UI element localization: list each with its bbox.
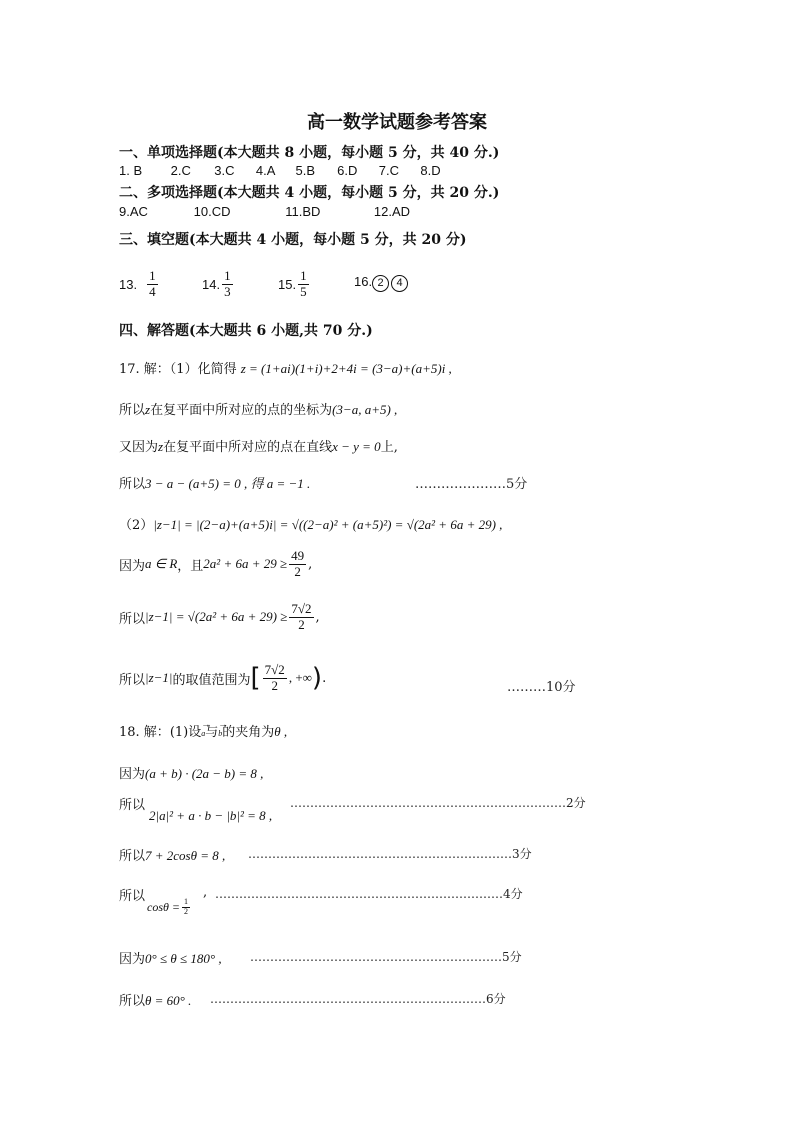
- q18-score-5: ………………………………………………………5分: [250, 950, 522, 964]
- q17-l5-a: （2）: [119, 518, 154, 533]
- q18-line5-math: [147, 898, 192, 917]
- q17-l1-prefix: 17. 解：（1）化简得: [119, 362, 237, 377]
- q17-l8-fraction: [263, 663, 287, 693]
- q18-line4: [119, 845, 225, 864]
- left-bracket: [: [250, 663, 261, 693]
- q17-line1: [119, 358, 452, 377]
- q17-l2-math: (3−a, a+5) ,: [332, 402, 398, 417]
- q17-l6-math1: a ∈ R: [145, 556, 178, 571]
- q17-l1-math: z = (1+ai)(1+i)+2+4i = (3−a)+(a+5)i ,: [240, 361, 452, 376]
- section4-heading: 四、解答题(本大题共 6 小题,共 70 分.): [119, 323, 373, 339]
- answer-6: 6.D: [337, 163, 358, 178]
- q18-score-2: ……………………………………………………………2分: [290, 796, 586, 810]
- q17-line3: [119, 436, 398, 455]
- q17-l3-a: 又因为: [119, 440, 159, 455]
- q17-l7-end: ,: [315, 609, 320, 625]
- q18-l2-a: 因为: [119, 767, 146, 782]
- q17-l8-den: 2: [271, 677, 278, 693]
- q18-score-6: ……………………………………………………………6分: [210, 992, 506, 1006]
- q14-den: 3: [224, 283, 231, 299]
- q18-score-3: …………………………………………………………3分: [248, 847, 532, 861]
- q17-l7-den: 2: [298, 616, 305, 632]
- q17-l6-math2: 2a² + 6a + 29 ≥: [203, 556, 288, 571]
- q17-l4-math: 3 − a − (a+5) = 0 , 得 a = −1 .: [145, 476, 311, 491]
- q18-score-4: ………………………………………………………………4分: [215, 887, 523, 901]
- q18-l2-math: (a + b) · (2a − b) = 8 ,: [145, 766, 264, 781]
- q18-l5-math: cosθ =: [147, 899, 180, 914]
- q17-l7-math: |z−1| = √(2a² + 6a + 29) ≥: [145, 609, 288, 624]
- q18-line3: [119, 794, 145, 813]
- q17-l8-num: 7√2: [264, 662, 285, 678]
- q17-l2-b: 在复平面中所对应的点的坐标为: [150, 403, 333, 418]
- q13-num: 1: [149, 268, 156, 284]
- q17-l5-math: |z−1| = |(2−a)+(a+5)i| = √((2−a)² + (a+5)²) = √(2a² + 6a + 29) ,: [153, 517, 503, 532]
- q17-line4: [119, 473, 310, 492]
- circled-2: 2: [372, 275, 389, 292]
- answer-4: 4.A: [255, 163, 276, 178]
- q17-l2-z: z: [145, 402, 151, 417]
- q16-label: 16.: [354, 274, 373, 289]
- q17-l6-fraction: [289, 549, 306, 579]
- q15-den: 5: [300, 283, 307, 299]
- q17-l3-math: x − y = 0: [332, 439, 381, 454]
- answer-8: 8.D: [420, 163, 441, 178]
- q17-line5: [119, 514, 502, 533]
- q18-l5-num: 1: [184, 897, 188, 906]
- answer-5: 5.B: [295, 163, 316, 178]
- q17-l6-b: ，且: [177, 558, 204, 574]
- q13-fraction: [147, 269, 158, 299]
- q18-l7-math: θ = 60° .: [145, 993, 192, 1008]
- q18-l5-fraction: [182, 898, 190, 917]
- q15-fraction: [298, 269, 309, 299]
- q18-l5-den: 2: [184, 906, 188, 916]
- q18-l3-a: 所以: [119, 798, 146, 813]
- vector-a: → a: [201, 729, 205, 738]
- q17-l3-z: z: [158, 439, 164, 454]
- q18-line7: [119, 990, 191, 1009]
- q18-l1-c: 与: [205, 725, 219, 740]
- section1-answers: [119, 163, 441, 178]
- answer-1: 1. B: [119, 163, 143, 178]
- q18-line1: [119, 721, 287, 740]
- q17-l3-c: 上,: [380, 440, 398, 455]
- answer-10: 10.CD: [193, 204, 231, 219]
- q18-l4-math: 7 + 2cosθ = 8 ,: [145, 848, 226, 863]
- q17-score-5: …………………5分: [415, 477, 528, 492]
- q18-line5-end: ,: [203, 885, 208, 900]
- q17-l8-inf: , +∞: [288, 670, 312, 685]
- q17-l6-den: 2: [294, 563, 301, 579]
- q17-l8-a: 所以: [119, 672, 146, 688]
- q17-l8-math: |z−1|: [145, 670, 173, 685]
- q14-fraction: [222, 269, 233, 299]
- q18-l5-a: 所以: [119, 889, 146, 904]
- section3-heading: 三、填空题(本大题共 4 小题，每小题 5 分，共 20 分): [119, 232, 467, 248]
- q13-label: 13.: [119, 276, 138, 292]
- q17-score-10: ………10分: [507, 680, 576, 695]
- q17-l3-b: 在复平面中所对应的点在直线: [163, 440, 333, 455]
- q17-l6-a: 因为: [119, 558, 146, 574]
- q18-l4-a: 所以: [119, 849, 146, 864]
- q16-answer: [354, 274, 410, 292]
- q17-l8-end: .: [322, 670, 327, 686]
- vector-b: → b: [218, 729, 222, 738]
- q17-line6: [119, 544, 312, 584]
- q17-l7-fraction: [289, 602, 313, 632]
- circled-4: 4: [391, 275, 408, 292]
- q17-l6-end: ,: [308, 556, 313, 572]
- q18-line5: [119, 885, 145, 904]
- q17-l7-num: 7√2: [291, 601, 312, 617]
- q14-label: 14.: [202, 276, 221, 292]
- answer-12: 12.AD: [373, 204, 411, 219]
- q18-l7-a: 所以: [119, 994, 146, 1009]
- section2-answers: [119, 204, 410, 219]
- q17-l2-a: 所以: [119, 403, 146, 418]
- q14-num: 1: [224, 268, 231, 284]
- q18-line6: [119, 948, 222, 967]
- q18-l3-math: 2|a|² + a · b − |b|² = 8 ,: [149, 808, 273, 823]
- answer-3: 3.C: [214, 163, 235, 178]
- answer-9: 9.AC: [119, 204, 148, 219]
- q17-line8: [119, 654, 326, 702]
- q18-l1-b: (1)设: [169, 725, 202, 740]
- section1-heading: 一、单项选择题(本大题共 8 小题，每小题 5 分，共 40 分.): [119, 145, 500, 161]
- q13-answer: [119, 264, 160, 304]
- q15-answer: [278, 264, 311, 304]
- q18-l6-math: 0° ≤ θ ≤ 180° ,: [145, 951, 222, 966]
- q17-line7: [119, 596, 320, 638]
- answer-7: 7.C: [378, 163, 399, 178]
- answer-11: 11.BD: [285, 204, 321, 219]
- q13-den: 4: [149, 283, 156, 299]
- q18-line3-math: [149, 808, 272, 824]
- q18-line2: [119, 763, 263, 782]
- q18-l1-d: 的夹角为: [222, 725, 275, 740]
- q17-l4-a: 所以: [119, 477, 146, 492]
- answer-2: 2.C: [170, 163, 191, 178]
- q14-answer: [202, 264, 235, 304]
- q18-l6-a: 因为: [119, 952, 146, 967]
- q18-l1-theta: θ ,: [274, 724, 288, 739]
- q17-l7-a: 所以: [119, 611, 146, 627]
- page-title: 高一数学试题参考答案: [307, 112, 487, 133]
- q17-line2: [119, 399, 397, 418]
- q17-l8-b: 的取值范围为: [172, 672, 251, 688]
- q18-l1-a: 18. 解：: [119, 725, 170, 740]
- q15-label: 15.: [278, 276, 297, 292]
- q15-num: 1: [300, 268, 307, 284]
- q17-l6-num: 49: [291, 548, 305, 564]
- right-paren: ): [311, 663, 323, 693]
- section2-heading: 二、多项选择题(本大题共 4 小题，每小题 5 分，共 20 分.): [119, 185, 500, 201]
